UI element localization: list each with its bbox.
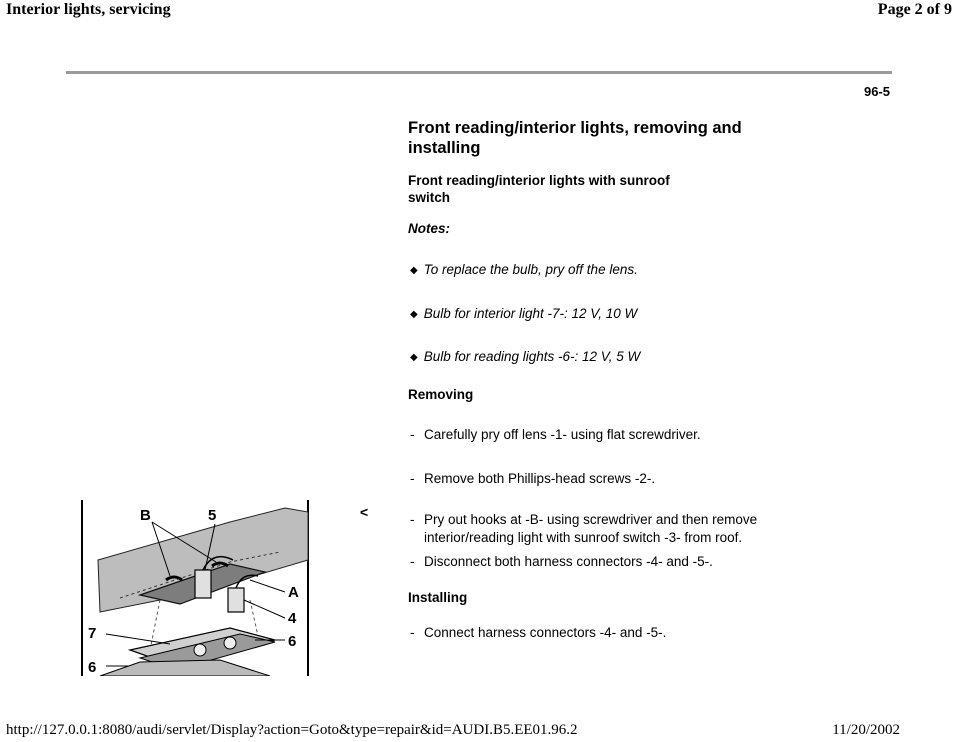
section-title: Front reading/interior lights, removing and installing <box>408 119 742 157</box>
callout-6-right: 6 <box>288 633 297 650</box>
note-text: Bulb for interior light -7-: 12 V, 10 W <box>423 306 638 321</box>
callout-7: 7 <box>88 625 97 642</box>
step-text: Pry out hooks at -B- using screwdriver and then remove interior/reading light with sunroof switch -3- from roof. <box>424 512 758 545</box>
note-item <box>410 262 638 277</box>
interior-light-diagram <box>80 500 310 676</box>
step-dash: - <box>410 554 415 569</box>
callout-6-left: 6 <box>88 659 97 676</box>
step-text: Remove both Phillips-head screws -2-. <box>424 471 656 486</box>
header-rule <box>66 71 892 74</box>
section-subtitle: Front reading/interior lights with sunroof switch <box>408 173 670 205</box>
page-number: 96-5 <box>863 84 890 99</box>
callout-5: 5 <box>208 507 217 524</box>
note-text: To replace the bulb, pry off the lens. <box>423 262 638 277</box>
diamond-bullet-icon: ◆ <box>410 265 418 276</box>
callout-4: 4 <box>288 610 297 627</box>
removing-heading: Removing <box>408 387 474 402</box>
step-text: Carefully pry off lens -1- using flat screwdriver. <box>424 427 701 442</box>
step-dash: - <box>410 512 415 527</box>
step-text: Disconnect both harness connectors -4- and -5-. <box>424 554 713 569</box>
callout-b: B <box>140 507 151 524</box>
removing-step <box>410 470 810 488</box>
document-title: Interior lights, servicing <box>6 1 171 18</box>
diamond-bullet-icon: ◆ <box>410 309 418 320</box>
page-indicator: Page 2 of 9 <box>877 1 952 18</box>
removing-step <box>410 426 810 444</box>
step-text: Connect harness connectors -4- and -5-. <box>424 625 667 640</box>
source-url[interactable]: http://127.0.0.1:8080/audi/servlet/Display?action=Goto&type=repair&id=AUDI.B5.EE01.96.2 <box>6 722 578 738</box>
diamond-bullet-icon: ◆ <box>410 352 418 363</box>
removing-step <box>410 553 810 571</box>
note-text: Bulb for reading lights -6-: 12 V, 5 W <box>423 349 641 364</box>
note-item <box>410 306 637 321</box>
removing-step <box>410 511 810 547</box>
notes-label: Notes: <box>408 221 451 236</box>
callout-a: A <box>288 584 299 601</box>
step-dash: - <box>410 625 415 640</box>
step-dash: - <box>410 471 415 486</box>
installing-heading: Installing <box>408 590 468 605</box>
installing-step <box>410 624 810 642</box>
note-item <box>410 349 640 364</box>
print-date: 11/20/2002 <box>832 722 900 738</box>
figure-pointer-icon: < <box>360 504 369 520</box>
step-dash: - <box>410 427 415 442</box>
